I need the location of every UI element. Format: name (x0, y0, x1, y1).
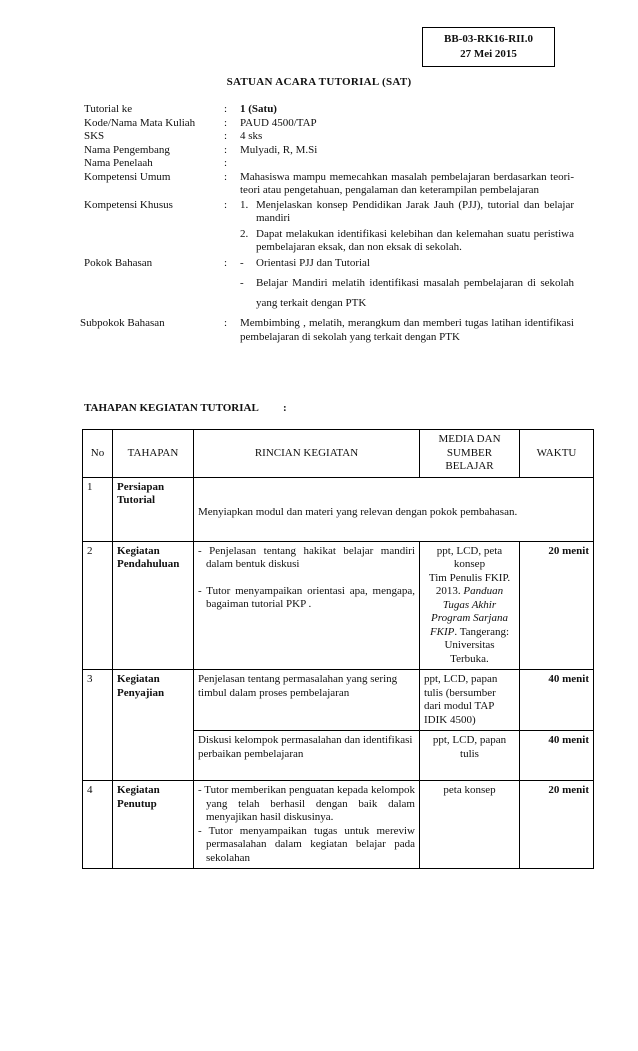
list-item: 1. Menjelaskan konsep Pendidikan Jarak Jauh (PJJ), tutorial dan belajar mandiri (240, 198, 574, 224)
cell-rincian: Diskusi kelompok permasalahan dan identifikasi perbaikan pembelajaran (194, 731, 420, 781)
media-text: ppt, LCD, peta konsep (436, 544, 503, 570)
section-heading (84, 402, 287, 416)
activity-table (82, 429, 594, 869)
cell-rincian: Penjelasan tentang permasalahan yang sering timbul dalam proses pembelajaran (194, 670, 420, 731)
meta-label: Kompetensi Khusus (84, 198, 173, 211)
header-media-line: MEDIA DAN (438, 433, 501, 445)
tahapan-line: Kegiatan (117, 673, 160, 685)
list-item-text: Belajar Mandiri melatih identifikasi masalah pembelajaran di sekolah yang terkait dengan PTK (256, 277, 574, 309)
tahapan-line: Kegiatan (117, 544, 160, 557)
document-date: 27 Mei 2015 (460, 48, 517, 60)
meta-colon: : (224, 143, 228, 156)
cell-waktu: 20 menit (520, 541, 594, 670)
rincian-item: - Tutor memberikan penguatan kepada kelompok yang telah berhasil dengan baik dalam menyajikan hasil diskusinya. (198, 784, 415, 823)
tahapan-line: Pendahuluan (117, 558, 180, 570)
section-heading-text: TAHAPAN KEGIATAN TUTORIAL (84, 402, 259, 414)
meta-block (80, 103, 574, 344)
cell-media: ppt, LCD, papan tulis (420, 731, 520, 781)
meta-colon: : (224, 256, 228, 269)
kompetensi-khusus-list (240, 199, 574, 255)
cell-media: ppt, LCD, papan tulis (bersumber dari modul TAP IDIK 4500) (420, 670, 520, 731)
meta-colon: : (224, 198, 228, 211)
meta-row-penelaah (84, 157, 574, 171)
list-item (240, 257, 574, 271)
list-item: 2. Dapat melakukan identifikasi kelebihan dan kelemahan suatu peristiwa pembelajaran eksak, dan non eksak di sekolah. (240, 227, 574, 253)
cell-no: 1 (83, 477, 113, 541)
meta-label: Pokok Bahasan (84, 256, 153, 269)
rincian-item: - Tutor menyampaikan tugas untuk mereviw permasalahan dalam kegiatan belajar pada sekolahan (198, 824, 415, 864)
meta-row-kode (84, 117, 574, 131)
meta-row-pokok-bahasan (84, 257, 574, 314)
meta-label: Kode/Nama Mata Kuliah (84, 116, 196, 129)
meta-value: Mahasiswa mampu memecahkan masalah pembelajaran berdasarkan teori-teori atau pengetahuan, pengalaman dan keterampilan pembelajaran (240, 170, 574, 196)
meta-colon: : (224, 116, 228, 129)
rincian-item: - Tutor menyampaikan orientasi apa, mengapa, bagaiman tutorial PKP . (198, 584, 415, 610)
header-rincian: RINCIAN KEGIATAN (194, 430, 420, 478)
meta-value: 4 sks (240, 130, 263, 142)
tahapan-line: Tutorial (117, 494, 156, 506)
media-title: Panduan Tugas Akhir Program Sarjana FKIP (429, 585, 508, 638)
meta-value: PAUD 4500/TAP (240, 116, 317, 129)
header-waktu: WAKTU (520, 430, 594, 478)
cell-rincian: Menyiapkan modul dan materi yang relevan dengan pokok pembahasan. (194, 477, 594, 541)
cell-no: 2 (83, 541, 113, 670)
meta-colon: : (224, 130, 228, 142)
meta-label: Nama Pengembang (84, 143, 170, 156)
cell-no: 3 (83, 670, 113, 781)
header-media-line: BELAJAR (445, 460, 494, 472)
cell-waktu: 40 menit (520, 731, 594, 781)
header-media-line: SUMBER (446, 446, 493, 459)
rincian-item: - Penjelasan tentang hakikat belajar mandiri dalam bentuk diskusi (198, 544, 415, 570)
meta-row-pengembang (84, 144, 574, 158)
table-row (83, 670, 594, 731)
cell-tahapan (113, 541, 194, 670)
page-title: SATUAN ACARA TUTORIAL (SAT) (226, 76, 412, 88)
tahapan-line: Penyajian (117, 686, 165, 699)
pokok-bahasan-list (240, 257, 574, 314)
cell-rincian (194, 541, 420, 670)
dash-marker: - (240, 256, 244, 269)
cell-tahapan (113, 670, 194, 781)
meta-row-subpokok-bahasan (80, 317, 574, 344)
meta-row-tutorial (84, 103, 574, 117)
media-text: . Tangerang: Universitas Terbuka. (444, 625, 510, 665)
tahapan-line: Persiapan (117, 480, 165, 493)
cell-media (420, 541, 520, 670)
cell-rincian (194, 781, 420, 869)
list-item-text: Orientasi PJJ dan Tutorial (256, 256, 370, 269)
meta-label: Nama Penelaah (84, 157, 153, 169)
meta-colon: : (224, 103, 228, 115)
meta-value (240, 157, 574, 171)
section-heading-colon: : (282, 402, 287, 414)
header-media (420, 430, 520, 478)
tahapan-line: Kegiatan (117, 784, 160, 796)
table-row (83, 781, 594, 869)
table-row (83, 541, 594, 670)
meta-colon: : (224, 157, 228, 169)
document-code: BB-03-RK16-RII.0 (444, 33, 533, 45)
meta-row-kompetensi-umum (84, 171, 574, 198)
header-no: No (83, 430, 113, 478)
meta-label: SKS (84, 130, 105, 142)
header-tahapan: TAHAPAN (113, 430, 194, 478)
list-item-text: Dapat melakukan identifikasi kelebihan dan kelemahan suatu peristiwa pembelajaran eksak, dan non eksak di sekolah. (256, 227, 574, 253)
meta-colon: : (224, 317, 228, 329)
document-code-box (422, 27, 555, 67)
table-row (83, 477, 594, 541)
cell-tahapan (113, 781, 194, 869)
media-text: Tim Penulis FKIP. 2013. (428, 571, 511, 597)
cell-no: 4 (83, 781, 113, 869)
meta-row-kompetensi-khusus (84, 199, 574, 255)
cell-media: peta konsep (420, 781, 520, 869)
meta-label: Tutorial ke (84, 103, 133, 115)
table-header-row (83, 430, 594, 478)
cell-waktu: 20 menit (520, 781, 594, 869)
cell-tahapan (113, 477, 194, 541)
dash-marker: - (240, 277, 244, 289)
meta-value: Membimbing , melatih, merangkum dan memberi tugas latihan identifikasi pembelajaran di sekolah yang terkait dengan PTK (240, 317, 574, 343)
meta-colon: : (224, 170, 228, 183)
meta-value: 1 (Satu) (240, 103, 277, 115)
meta-row-sks (84, 130, 574, 144)
meta-label: Kompetensi Umum (84, 170, 171, 183)
meta-value: Mulyadi, R, M.Si (240, 143, 318, 156)
list-item (240, 273, 574, 313)
cell-waktu: 40 menit (520, 670, 594, 731)
list-item-text: Menjelaskan konsep Pendidikan Jarak Jauh (PJJ), tutorial dan belajar mandiri (256, 198, 574, 224)
meta-label: Subpokok Bahasan (80, 317, 165, 329)
tahapan-line: Penutup (117, 797, 157, 810)
